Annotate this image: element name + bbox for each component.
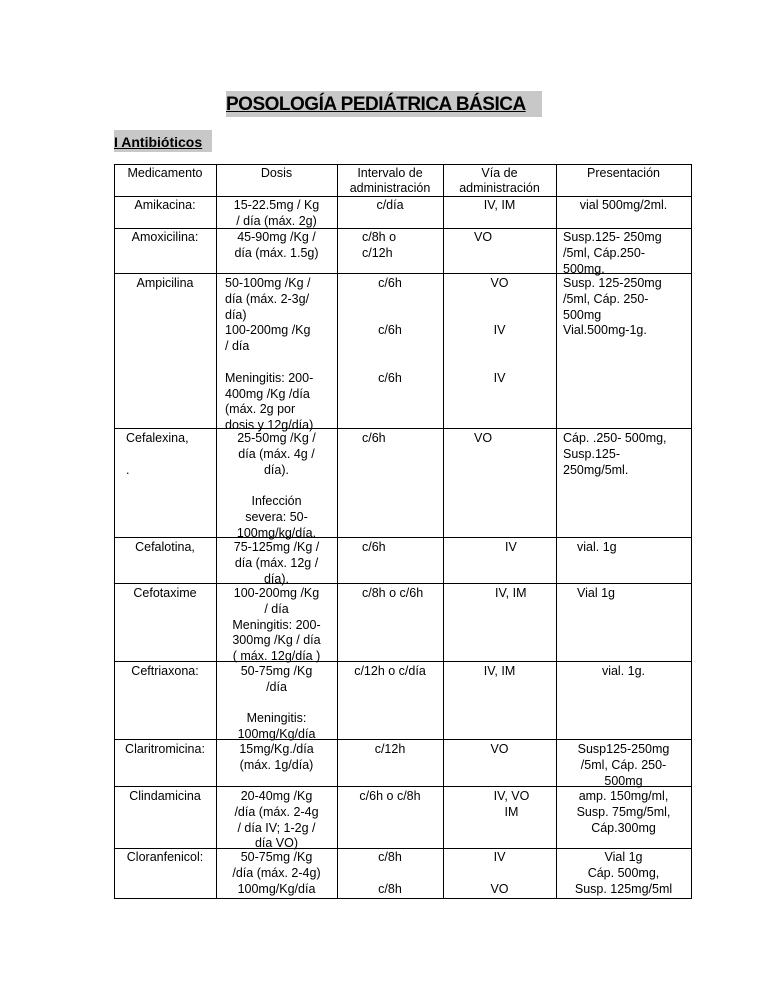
header-via: Vía de administración	[459, 166, 540, 195]
header-presentacion: Presentación	[587, 166, 660, 180]
cell-medicamento: Claritromicina:	[125, 742, 205, 756]
cell-presentacion: vial. 1g	[577, 540, 617, 554]
cell-medicamento: Ampicilina	[136, 276, 194, 290]
cell-via: IV	[505, 540, 517, 554]
cell-presentacion: Vial 1g	[577, 586, 615, 600]
cell-presentacion: vial 500mg/2ml.	[579, 198, 668, 212]
cell-presentacion: Susp.125- 250mg /5ml, Cáp.250- 500mg.	[563, 230, 662, 276]
row-divider	[114, 228, 692, 229]
cell-medicamento: Amikacina:	[134, 198, 196, 212]
cell-presentacion: Cáp. .250- 500mg, Susp.125- 250mg/5ml.	[563, 431, 667, 477]
table-border	[114, 898, 692, 899]
cell-via: IV, IM	[483, 198, 516, 212]
section-heading: I Antibióticos	[114, 130, 212, 152]
row-divider	[114, 537, 692, 538]
cell-medicamento: Amoxicilina:	[131, 230, 199, 244]
row-divider	[114, 739, 692, 740]
cell-via: IV, IM	[483, 664, 516, 678]
table-border	[691, 164, 692, 899]
cell-via: VO	[490, 742, 509, 756]
cell-intervalo: c/6h o c/8h	[359, 789, 421, 803]
cell-medicamento: Cefalotina,	[135, 540, 195, 554]
cell-via: IV VO	[490, 850, 509, 896]
cell-via: VO	[474, 431, 493, 445]
row-divider	[114, 848, 692, 849]
cell-intervalo: c/12h o c/día	[354, 664, 426, 678]
page-title: POSOLOGÍA PEDIÁTRICA BÁSICA	[226, 91, 542, 117]
cell-dosis: 15mg/Kg./día (máx. 1g/día)	[239, 742, 314, 772]
cell-dosis: 50-75mg /Kg /día Meningitis: 100mg/Kg/día	[237, 664, 316, 742]
cell-intervalo: c/6h	[362, 540, 386, 554]
cell-intervalo: c/8h c/8h	[378, 850, 402, 896]
cell-via: IV, IM	[495, 586, 527, 600]
column-divider	[443, 164, 444, 899]
cell-via: VO IV IV	[490, 276, 509, 385]
cell-medicamento: Clindamicina	[129, 789, 201, 803]
cell-presentacion: Susp125-250mg /5ml, Cáp. 250- 500mg	[577, 742, 670, 788]
cell-medicamento: Cefalexina, .	[126, 431, 189, 477]
cell-medicamento: Cloranfenicol:	[126, 850, 204, 864]
cell-via: IV, VO IM	[493, 789, 530, 819]
row-divider	[114, 196, 692, 197]
cell-dosis: 25-50mg /Kg / día (máx. 4g / día). Infección severa: 50- 100mg/kg/día.	[236, 431, 317, 540]
row-divider	[114, 428, 692, 429]
table-border	[114, 164, 692, 165]
header-medicamento: Medicamento	[127, 166, 203, 180]
cell-dosis: 20-40mg /Kg /día (máx. 2-4g / día IV; 1-2g / día VO)	[234, 789, 319, 851]
cell-presentacion: amp. 150mg/ml, Susp. 75mg/5ml, Cáp.300mg	[576, 789, 671, 835]
cell-dosis: 100-200mg /Kg / día Meningitis: 200- 300mg /Kg / día ( máx. 12g/día )	[232, 586, 321, 664]
cell-intervalo: c/día	[376, 198, 404, 212]
cell-medicamento: Ceftriaxona:	[131, 664, 199, 678]
row-divider	[114, 583, 692, 584]
cell-dosis: 45-90mg /Kg / día (máx. 1.5g)	[234, 230, 319, 260]
cell-presentacion: Vial 1g Cáp. 500mg, Susp. 125mg/5ml	[574, 850, 673, 896]
cell-intervalo: c/8h o c/6h	[362, 586, 424, 600]
header-intervalo: Intervalo de administración	[349, 166, 431, 195]
cell-dosis: 50-100mg /Kg / día (máx. 2-3g/ día) 100-200mg /Kg / día Meningitis: 200- 400mg /Kg /día (máx. 2g por dosis y 12g/día)	[225, 276, 314, 433]
header-dosis: Dosis	[260, 166, 293, 180]
cell-intervalo: c/12h	[374, 742, 406, 756]
cell-intervalo: c/6h	[362, 431, 386, 445]
cell-dosis: 50-75mg /Kg /día (máx. 2-4g) 100mg/Kg/día	[232, 850, 321, 896]
cell-presentacion: Susp. 125-250mg /5ml, Cáp. 250- 500mg Vial.500mg-1g.	[563, 276, 662, 338]
cell-medicamento: Cefotaxime	[133, 586, 197, 600]
cell-intervalo: c/8h o c/12h	[362, 230, 397, 260]
cell-via: VO	[474, 230, 493, 244]
cell-presentacion: vial. 1g.	[601, 664, 646, 678]
row-divider	[114, 661, 692, 662]
cell-intervalo: c/6h c/6h c/6h	[378, 276, 402, 385]
cell-dosis: 15-22.5mg / Kg / día (máx. 2g)	[233, 198, 320, 228]
cell-dosis: 75-125mg /Kg / día (máx. 12g / día).	[233, 540, 320, 586]
